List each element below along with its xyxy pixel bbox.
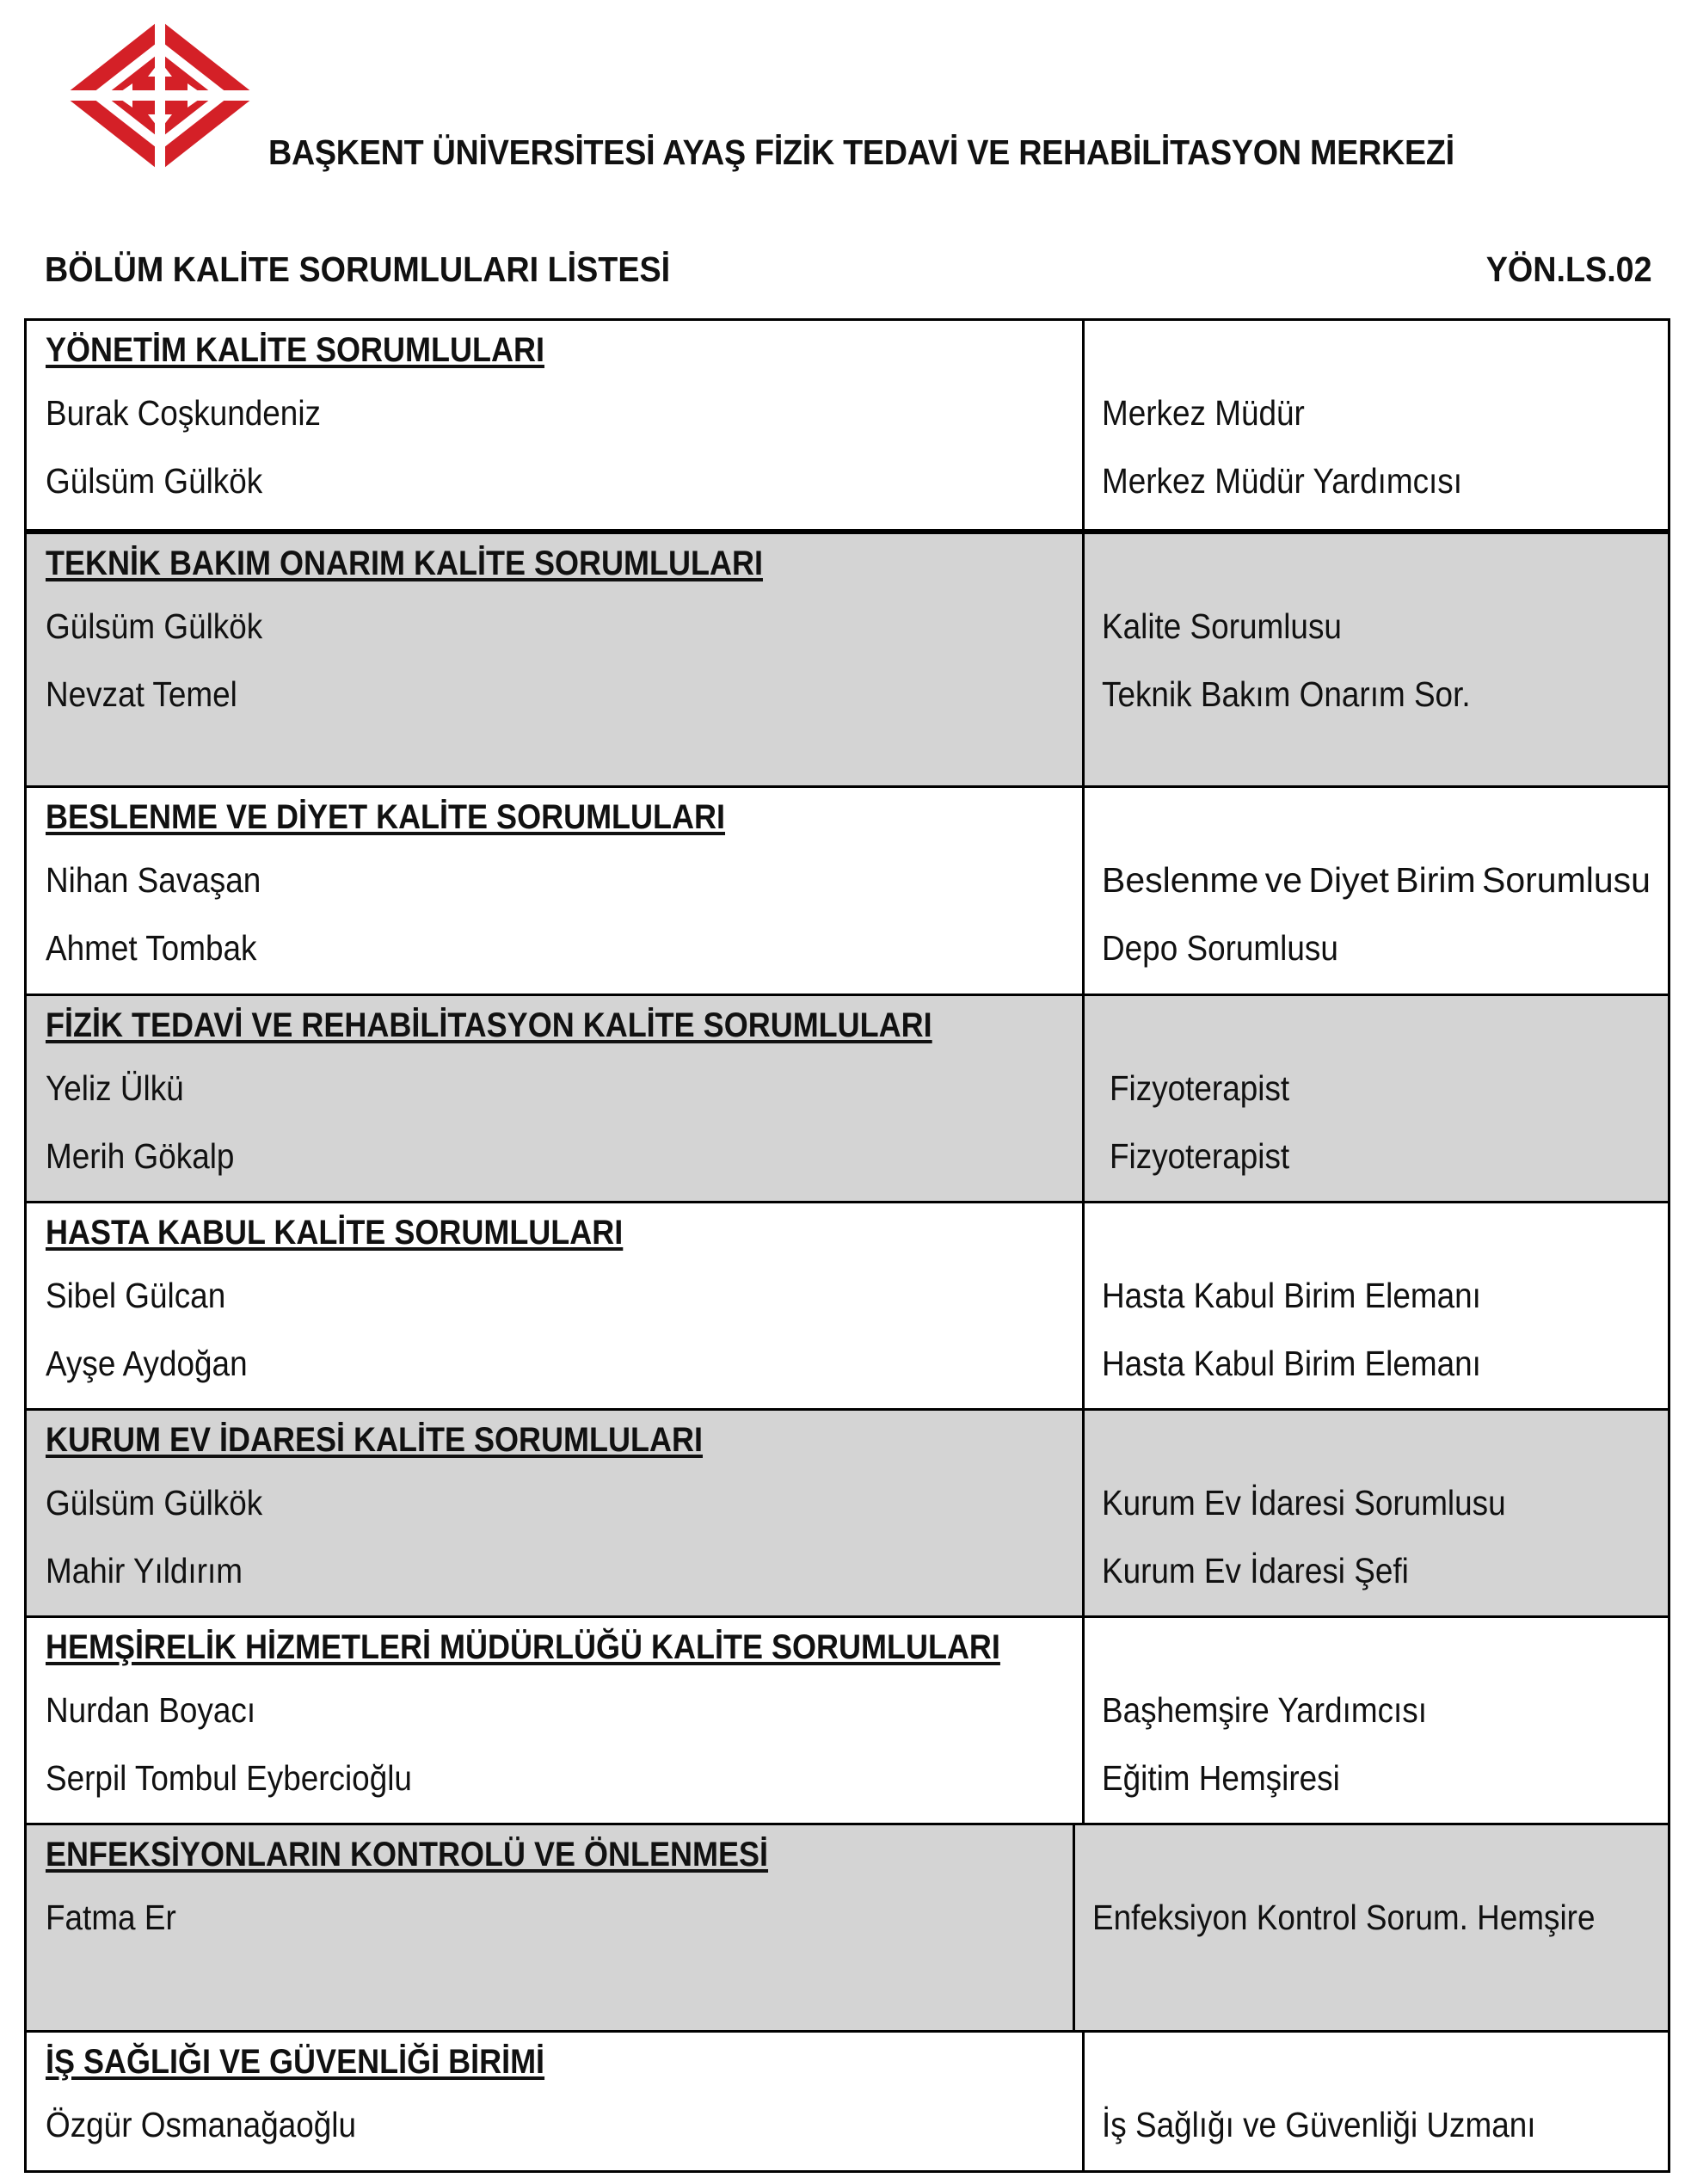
member-role: Fizyoterapist	[1110, 1136, 1290, 1176]
member-role: Depo Sorumlusu	[1102, 928, 1338, 968]
member-role: Hasta Kabul Birim Elemanı	[1102, 1276, 1481, 1315]
section-heading: İŞ SAĞLIĞI VE GÜVENLİĞİ BİRİMİ	[46, 2043, 545, 2081]
section-housekeeping	[24, 1408, 1670, 1615]
role-word: Sorumlusu	[1482, 860, 1651, 900]
section-infection-control	[24, 1823, 1670, 2030]
section-heading: FİZİK TEDAVİ VE REHABİLİTASYON KALİTE SORUMLULARI	[46, 1006, 932, 1044]
section-heading: HEMŞİRELİK HİZMETLERİ MÜDÜRLÜĞÜ KALİTE SORUMLULARI	[46, 1628, 1000, 1666]
member-role: Kalite Sorumlusu	[1102, 606, 1342, 646]
quality-responsibles-table	[24, 318, 1670, 2173]
university-logo	[60, 12, 260, 175]
member-role: Başhemşire Yardımcısı	[1102, 1690, 1428, 1730]
role-word: Diyet	[1308, 860, 1389, 900]
member-role: Merkez Müdür	[1102, 393, 1305, 433]
member-role: Kurum Ev İdaresi Sorumlusu	[1102, 1483, 1506, 1523]
member-name: Gülsüm Gülkök	[46, 461, 263, 501]
document-code: YÖN.LS.02	[1486, 249, 1652, 289]
section-technical-maintenance	[24, 529, 1670, 785]
member-name: Yeliz Ülkü	[46, 1068, 184, 1108]
section-physical-therapy	[24, 994, 1670, 1201]
role-word: Birim	[1395, 860, 1476, 900]
member-name: Ayşe Aydoğan	[46, 1344, 248, 1383]
member-name: Mahir Yıldırım	[46, 1551, 243, 1590]
member-role: Eğitim Hemşiresi	[1102, 1758, 1340, 1798]
section-heading: KURUM EV İDARESİ KALİTE SORUMLULARI	[46, 1421, 704, 1459]
member-role-justified	[1102, 846, 1651, 914]
section-heading: YÖNETİM KALİTE SORUMLULARI	[46, 331, 544, 369]
organization-title: BAŞKENT ÜNİVERSİTESİ AYAŞ FİZİK TEDAVİ VE REHABİLİTASYON MERKEZİ	[268, 132, 1454, 172]
section-heading: BESLENME VE DİYET KALİTE SORUMLULARI	[46, 798, 726, 836]
member-role: Fizyoterapist	[1110, 1068, 1290, 1108]
member-name: Ahmet Tombak	[46, 928, 257, 968]
member-role: Merkez Müdür Yardımcısı	[1102, 461, 1463, 501]
member-name: Burak Coşkundeniz	[46, 393, 321, 433]
section-nursing-services	[24, 1615, 1670, 1823]
member-role: Kurum Ev İdaresi Şefi	[1102, 1551, 1409, 1590]
section-heading: HASTA KABUL KALİTE SORUMLULARI	[46, 1214, 624, 1252]
member-name: Nihan Savaşan	[46, 860, 261, 900]
section-heading: TEKNİK BAKIM ONARIM KALİTE SORUMLULARI	[46, 544, 763, 582]
member-name: Nevzat Temel	[46, 674, 237, 714]
member-name: Özgür Osmanağaoğlu	[46, 2105, 357, 2144]
section-patient-admission	[24, 1201, 1670, 1408]
member-role: Teknik Bakım Onarım Sor.	[1102, 674, 1471, 714]
section-occupational-safety	[24, 2030, 1670, 2173]
member-name: Nurdan Boyacı	[46, 1690, 256, 1730]
member-role: İş Sağlığı ve Güvenliği Uzmanı	[1102, 2105, 1536, 2144]
member-name: Sibel Gülcan	[46, 1276, 226, 1315]
member-name: Gülsüm Gülkök	[46, 606, 263, 646]
role-word: ve	[1264, 860, 1303, 900]
section-heading: ENFEKSİYONLARIN KONTROLÜ VE ÖNLENMESİ	[46, 1836, 769, 1873]
member-name: Merih Gökalp	[46, 1136, 235, 1176]
logo-emblem-icon	[60, 12, 260, 175]
member-role: Hasta Kabul Birim Elemanı	[1102, 1344, 1481, 1383]
member-name: Serpil Tombul Eybercioğlu	[46, 1758, 412, 1798]
section-nutrition-diet	[24, 785, 1670, 994]
member-role: Enfeksiyon Kontrol Sorum. Hemşire	[1091, 1898, 1596, 1937]
role-word: Beslenme	[1102, 860, 1259, 900]
member-name: Fatma Er	[46, 1898, 176, 1937]
section-management	[24, 318, 1670, 529]
document-title: BÖLÜM KALİTE SORUMLULARI LİSTESİ	[45, 249, 671, 289]
member-name: Gülsüm Gülkök	[46, 1483, 263, 1523]
